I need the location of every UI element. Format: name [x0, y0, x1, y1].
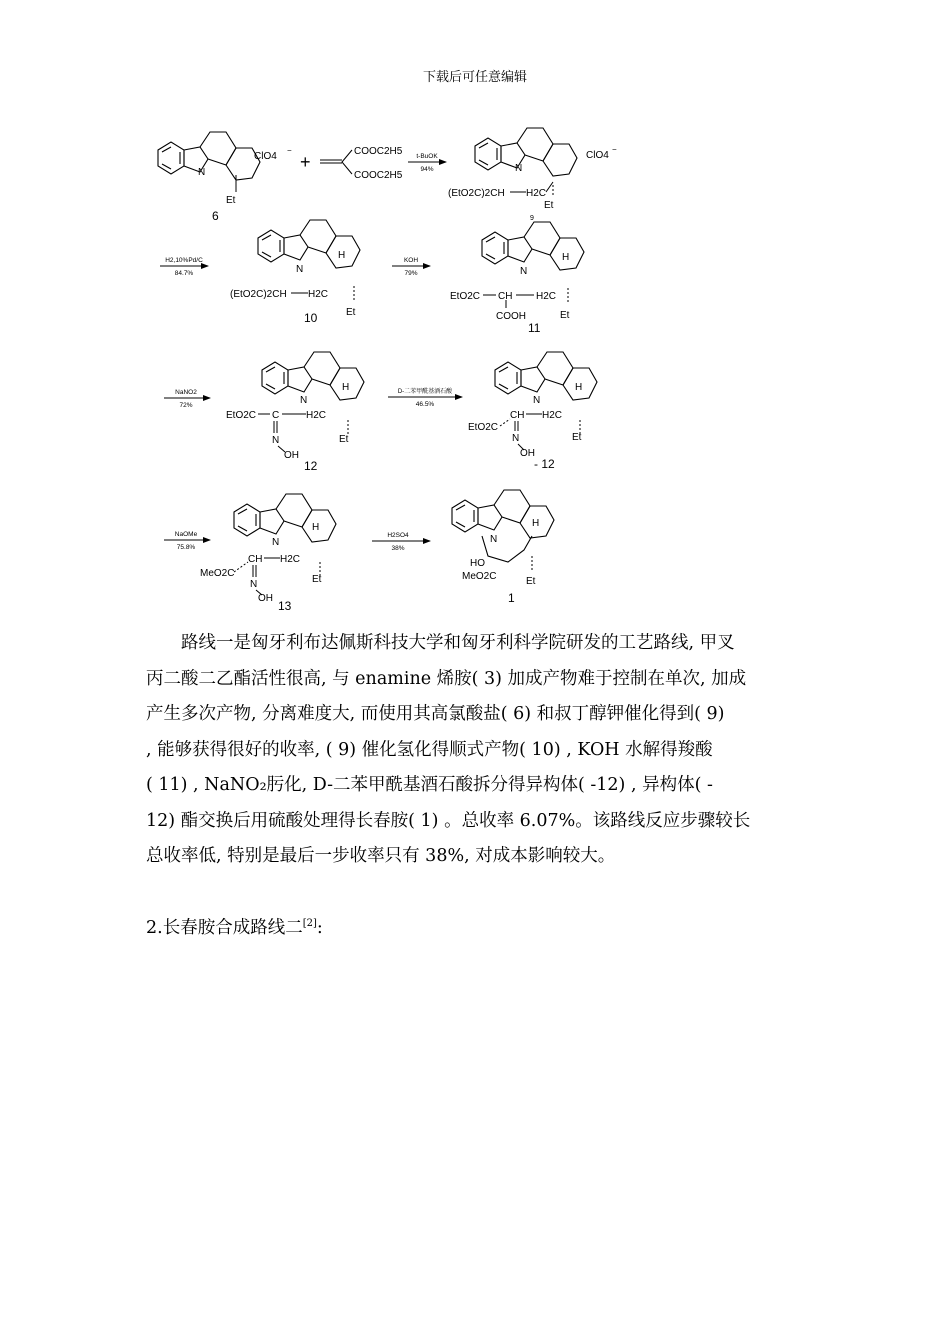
h-label-13: H: [312, 522, 320, 533]
h-label-1: H: [532, 518, 540, 529]
h-label-10: H: [338, 250, 346, 261]
paragraph-line: 12) 酯交换后用硫酸处理得长春胺( 1) 。总收率 6.07%。该路线反应步骤较长: [146, 810, 751, 831]
carbon-label-12: C: [272, 410, 280, 421]
et-label-13: Et: [312, 574, 322, 585]
counter-ion-label-9: ClO4: [586, 150, 609, 161]
compound-11-label: 11: [528, 321, 541, 335]
compound-1-structure: [452, 490, 554, 538]
reagent-nano2: NaNO2: [175, 389, 197, 396]
h2c-label-13: H2C: [280, 554, 301, 565]
plus-sign: +: [300, 152, 311, 172]
compound-10-label: 10: [304, 311, 318, 325]
paragraph-line: 丙二酸二乙酯活性很高, 与 enamine 烯胺( 3) 加成产物难于控制在单次, 加成: [146, 668, 747, 689]
ch-label-13: CH: [248, 554, 263, 565]
route-two-text: 2.长春胺合成路线二: [146, 918, 303, 938]
reagent-t-buok: t-BuOK: [416, 153, 438, 160]
yield-72: 72%: [179, 402, 193, 409]
et-label-9: Et: [544, 200, 554, 211]
ester-label-13: MeO2C: [200, 568, 235, 579]
compound-m12-label: - 12: [534, 457, 555, 471]
reagent-h2so4: H2SO4: [387, 532, 409, 539]
page-header: 下载后可任意编辑: [422, 70, 527, 85]
compound-6-structure: [158, 132, 260, 180]
ester-label-12: EtO2C: [226, 410, 257, 421]
route-two-heading: [146, 914, 323, 939]
nitrogen-label-9: N: [515, 163, 523, 174]
yield-79: 79%: [404, 270, 418, 277]
nitrogen-label-1: N: [490, 534, 498, 545]
paragraph-line: 产生多次产物, 分离难度大, 而使用其高氯酸盐( 6) 和叔丁醇钾催化得到( 9): [146, 704, 725, 724]
compound-6-label: 6: [212, 209, 219, 223]
ester-a-label: COOC2H5: [354, 146, 403, 157]
ho-label-1: HO: [470, 558, 485, 569]
h-label-11: H: [562, 252, 570, 263]
compound-13-label: 13: [278, 599, 292, 613]
nitrogen-label-11: N: [520, 266, 528, 277]
et-label-11: Et: [560, 310, 570, 321]
et-label-12: Et: [339, 434, 349, 445]
yield-84-7: 84.7%: [174, 270, 194, 277]
compound-12-label: 12: [304, 459, 318, 473]
counter-ion-label: ClO4: [254, 151, 277, 162]
yield-75-8: 75.8%: [176, 544, 196, 551]
oh-label-12: OH: [284, 450, 299, 461]
reagent-h2-pd: H2,10%Pd/C: [165, 257, 203, 264]
side-chain-11b: CH: [498, 291, 513, 302]
reagent-naome: NaOMe: [174, 531, 198, 538]
h2c-label-11: H2C: [536, 291, 557, 302]
h-label-12: H: [342, 382, 350, 393]
oxime-n-label-12: N: [272, 435, 280, 446]
nitrogen-label-m12: N: [533, 395, 541, 406]
oxime-n-label-m12: N: [512, 433, 520, 444]
compound-9-structure: [475, 128, 577, 176]
nitrogen-label: N: [198, 167, 206, 178]
minus-sign-9: −: [612, 145, 617, 154]
h2c-label-12: H2C: [306, 410, 327, 421]
reagent-koh: KOH: [403, 257, 419, 264]
paragraph-line: , 能够获得很好的收率, ( 9) 催化氢化得顺式产物( 10) , KOH 水解得羧酸: [146, 739, 713, 760]
oxime-n-label-13: N: [250, 579, 258, 590]
reaction-scheme: [140, 110, 640, 620]
nitrogen-label-10: N: [296, 264, 304, 275]
nitrogen-label-12: N: [300, 395, 308, 406]
compound-9-label: 9: [530, 215, 534, 222]
ester-label-m12: EtO2C: [468, 422, 499, 433]
route-two-colon: :: [316, 918, 323, 938]
citation-ref: [2]: [302, 918, 317, 930]
oh-label-13: OH: [258, 593, 273, 604]
et-label-m12: Et: [572, 432, 582, 443]
cooh-label: COOH: [496, 311, 526, 322]
et-label: Et: [226, 195, 236, 206]
side-chain-9: (EtO2C)2CH: [448, 188, 505, 199]
paragraph-line: 总收率低, 特别是最后一步收率只有 38%, 对成本影响较大。: [146, 846, 616, 866]
nitrogen-label-13: N: [272, 537, 280, 548]
yield-38: 38%: [391, 545, 405, 552]
compound-1-label: 1: [508, 591, 515, 605]
oh-label-m12: OH: [520, 448, 535, 459]
compound-13-structure: [234, 494, 336, 542]
h2c-label-m12: H2C: [542, 410, 563, 421]
ch-label-m12: CH: [510, 410, 525, 421]
yield-94: 94%: [420, 166, 434, 173]
side-chain-11a: EtO2C: [450, 291, 481, 302]
et-label-10: Et: [346, 307, 356, 318]
ester-label-1: MeO2C: [462, 571, 497, 582]
side-chain-10: (EtO2C)2CH: [230, 289, 287, 300]
h-label-m12: H: [575, 382, 583, 393]
h2c-label-9: H2C: [526, 188, 547, 199]
ester-b-label: COOC2H5: [354, 170, 403, 181]
reagent-tartaric: D-二苯甲酰基酒石酸: [397, 389, 453, 395]
paragraph-line: ( 11) , NaNO₂肟化, D-二苯甲酰基酒石酸拆分得异构体( -12) , 异构体( -: [146, 775, 713, 795]
paragraph-line: 路线一是匈牙利布达佩斯科技大学和匈牙利科学院研发的工艺路线, 甲叉: [181, 633, 735, 653]
h2c-label-10: H2C: [308, 289, 329, 300]
et-label-1: Et: [526, 576, 536, 587]
yield-46-5: 46.5%: [415, 401, 435, 408]
minus-sign: −: [287, 146, 292, 155]
route-one-paragraph: [146, 626, 810, 875]
